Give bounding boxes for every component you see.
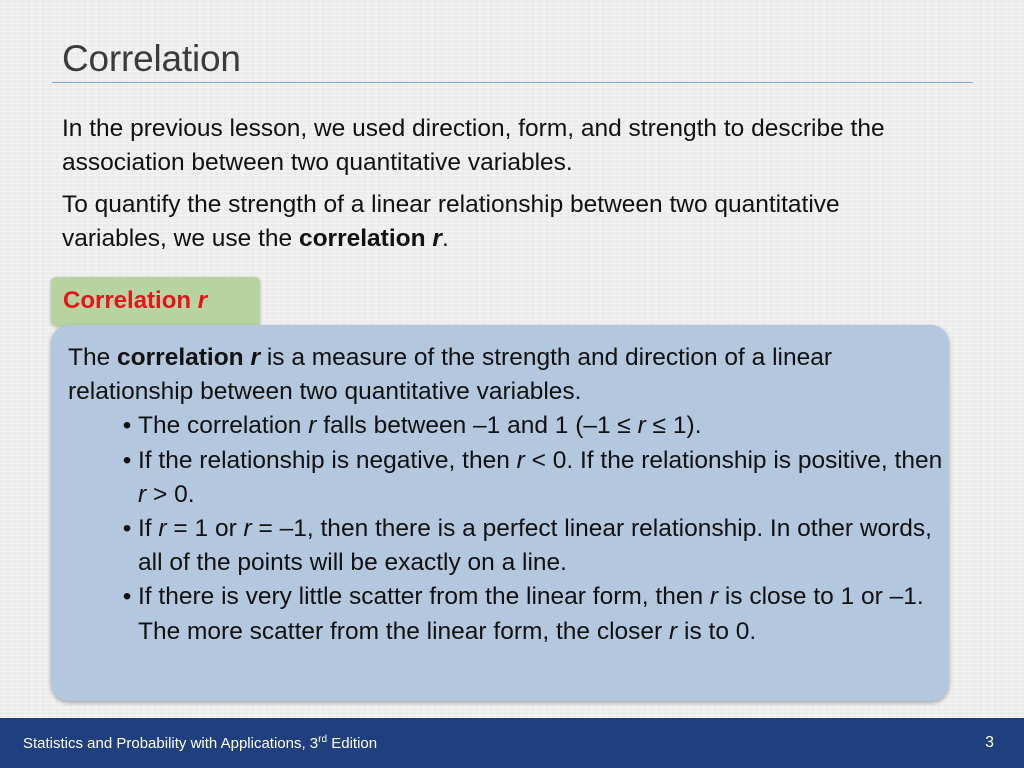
definition-bullet-4: • If there is very little scatter from the linear form, then r is close to 1 or –1. The more scatter from the linear form, the closer r is to 0. [116, 580, 949, 648]
bullet-marker: • [122, 446, 132, 474]
bullet-marker: • [122, 583, 132, 611]
title-divider [52, 82, 973, 83]
definition-bullet-1: • The correlation r falls between –1 and 1 (–1 ≤ r ≤ 1). [116, 409, 949, 443]
page-number: 3 [985, 734, 994, 751]
intro-term-variable: r [432, 225, 442, 252]
intro-term: correlation r [298, 225, 442, 252]
definition-box [51, 325, 949, 701]
slide-title: Correlation [62, 38, 241, 79]
footer-bar [0, 718, 1024, 768]
footer-superscript: rd [318, 734, 328, 745]
definition-bullet-2: • If the relationship is negative, then r < 0. If the relationship is positive, then r > 0. [116, 444, 949, 512]
intro-paragraph-1: In the previous lesson, we used direction, form, and strength to describe the association between two quantitative variables. [62, 115, 885, 176]
intro-paragraph-2 [62, 188, 942, 256]
bullet-marker: • [122, 515, 132, 543]
definition-term: correlation r [117, 344, 261, 371]
footer-book-title: Statistics and Probability with Applications, 3rd Edition [23, 734, 378, 752]
definition-label-tab [51, 277, 260, 326]
definition-bullet-list [68, 409, 949, 648]
definition-label: Correlation [63, 287, 198, 314]
definition-label-variable: r [197, 287, 208, 314]
definition-lead: The correlation r is a measure of the strength and direction of a linear relationship between two quantitative variables. [68, 344, 833, 406]
bullet-marker: • [122, 412, 132, 440]
intro-paragraph-2-text: To quantify the strength of a linear relationship between two quantitative variables, we use the [62, 191, 840, 252]
intro-text [62, 112, 942, 256]
intro-paragraph-2-end: . [441, 225, 449, 252]
definition-bullet-3: • If r = 1 or r = –1, then there is a perfect linear relationship. In other words, all of the points will be exactly on a line. [116, 512, 949, 580]
